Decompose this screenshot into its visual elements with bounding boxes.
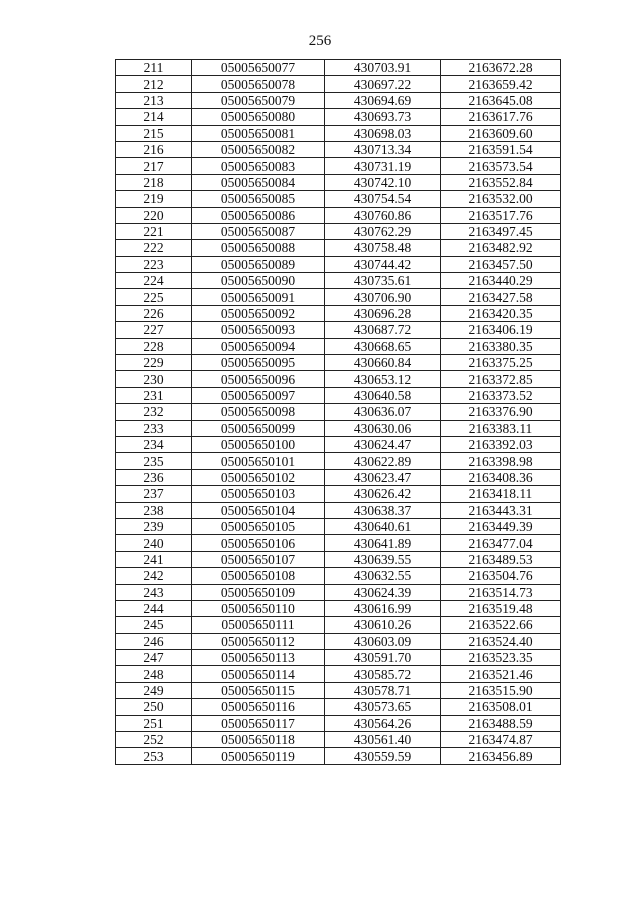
x-coordinate-cell: 430653.12 — [325, 371, 441, 387]
point-id-cell: 05005650096 — [192, 371, 325, 387]
y-coordinate-cell: 2163408.36 — [441, 469, 561, 485]
table-row — [116, 141, 561, 157]
point-id-cell: 05005650091 — [192, 289, 325, 305]
point-id-cell: 05005650115 — [192, 682, 325, 698]
point-id-cell: 05005650104 — [192, 502, 325, 518]
table-row — [116, 633, 561, 649]
x-coordinate-cell: 430693.73 — [325, 109, 441, 125]
table-row — [116, 436, 561, 452]
point-number-cell: 228 — [116, 338, 192, 354]
table-row — [116, 207, 561, 223]
point-id-cell: 05005650086 — [192, 207, 325, 223]
table-row — [116, 420, 561, 436]
y-coordinate-cell: 2163489.53 — [441, 551, 561, 567]
x-coordinate-cell: 430758.48 — [325, 240, 441, 256]
point-id-cell: 05005650119 — [192, 748, 325, 764]
table-row — [116, 60, 561, 76]
point-number-cell: 231 — [116, 387, 192, 403]
y-coordinate-cell: 2163482.92 — [441, 240, 561, 256]
table-row — [116, 289, 561, 305]
point-number-cell: 252 — [116, 732, 192, 748]
point-id-cell: 05005650110 — [192, 600, 325, 616]
table-row — [116, 158, 561, 174]
y-coordinate-cell: 2163514.73 — [441, 584, 561, 600]
point-number-cell: 224 — [116, 273, 192, 289]
point-id-cell: 05005650084 — [192, 174, 325, 190]
y-coordinate-cell: 2163504.76 — [441, 568, 561, 584]
x-coordinate-cell: 430632.55 — [325, 568, 441, 584]
point-id-cell: 05005650100 — [192, 436, 325, 452]
x-coordinate-cell: 430636.07 — [325, 404, 441, 420]
x-coordinate-cell: 430744.42 — [325, 256, 441, 272]
point-id-cell: 05005650102 — [192, 469, 325, 485]
point-id-cell: 05005650107 — [192, 551, 325, 567]
point-number-cell: 222 — [116, 240, 192, 256]
y-coordinate-cell: 2163508.01 — [441, 699, 561, 715]
table-row — [116, 240, 561, 256]
table-row — [116, 371, 561, 387]
point-number-cell: 240 — [116, 535, 192, 551]
table-row — [116, 76, 561, 92]
x-coordinate-cell: 430591.70 — [325, 650, 441, 666]
y-coordinate-cell: 2163372.85 — [441, 371, 561, 387]
point-id-cell: 05005650099 — [192, 420, 325, 436]
y-coordinate-cell: 2163420.35 — [441, 305, 561, 321]
y-coordinate-cell: 2163440.29 — [441, 273, 561, 289]
x-coordinate-cell: 430731.19 — [325, 158, 441, 174]
x-coordinate-cell: 430713.34 — [325, 141, 441, 157]
table-row — [116, 732, 561, 748]
point-id-cell: 05005650114 — [192, 666, 325, 682]
table-row — [116, 666, 561, 682]
x-coordinate-cell: 430697.22 — [325, 76, 441, 92]
table-row — [116, 273, 561, 289]
point-id-cell: 05005650109 — [192, 584, 325, 600]
x-coordinate-cell: 430706.90 — [325, 289, 441, 305]
point-id-cell: 05005650092 — [192, 305, 325, 321]
table-row — [116, 584, 561, 600]
coordinates-table — [115, 59, 561, 765]
point-id-cell: 05005650088 — [192, 240, 325, 256]
table-row — [116, 387, 561, 403]
x-coordinate-cell: 430640.58 — [325, 387, 441, 403]
point-id-cell: 05005650087 — [192, 223, 325, 239]
point-number-cell: 221 — [116, 223, 192, 239]
table-row — [116, 568, 561, 584]
x-coordinate-cell: 430573.65 — [325, 699, 441, 715]
x-coordinate-cell: 430564.26 — [325, 715, 441, 731]
y-coordinate-cell: 2163573.54 — [441, 158, 561, 174]
x-coordinate-cell: 430735.61 — [325, 273, 441, 289]
y-coordinate-cell: 2163532.00 — [441, 191, 561, 207]
point-number-cell: 233 — [116, 420, 192, 436]
point-number-cell: 227 — [116, 322, 192, 338]
point-id-cell: 05005650112 — [192, 633, 325, 649]
x-coordinate-cell: 430696.28 — [325, 305, 441, 321]
y-coordinate-cell: 2163376.90 — [441, 404, 561, 420]
point-id-cell: 05005650089 — [192, 256, 325, 272]
x-coordinate-cell: 430585.72 — [325, 666, 441, 682]
point-number-cell: 242 — [116, 568, 192, 584]
point-id-cell: 05005650085 — [192, 191, 325, 207]
point-id-cell: 05005650098 — [192, 404, 325, 420]
x-coordinate-cell: 430624.39 — [325, 584, 441, 600]
x-coordinate-cell: 430578.71 — [325, 682, 441, 698]
table-row — [116, 748, 561, 764]
x-coordinate-cell: 430703.91 — [325, 60, 441, 76]
y-coordinate-cell: 2163456.89 — [441, 748, 561, 764]
table-row — [116, 322, 561, 338]
point-number-cell: 237 — [116, 486, 192, 502]
y-coordinate-cell: 2163672.28 — [441, 60, 561, 76]
coordinates-table-body — [116, 60, 561, 765]
table-row — [116, 600, 561, 616]
point-number-cell: 218 — [116, 174, 192, 190]
point-number-cell: 234 — [116, 436, 192, 452]
point-id-cell: 05005650108 — [192, 568, 325, 584]
point-number-cell: 236 — [116, 469, 192, 485]
y-coordinate-cell: 2163517.76 — [441, 207, 561, 223]
point-number-cell: 215 — [116, 125, 192, 141]
point-id-cell: 05005650106 — [192, 535, 325, 551]
y-coordinate-cell: 2163617.76 — [441, 109, 561, 125]
x-coordinate-cell: 430742.10 — [325, 174, 441, 190]
y-coordinate-cell: 2163515.90 — [441, 682, 561, 698]
x-coordinate-cell: 430639.55 — [325, 551, 441, 567]
page-number: 256 — [308, 33, 332, 49]
table-row — [116, 355, 561, 371]
x-coordinate-cell: 430559.59 — [325, 748, 441, 764]
x-coordinate-cell: 430610.26 — [325, 617, 441, 633]
x-coordinate-cell: 430754.54 — [325, 191, 441, 207]
table-row — [116, 551, 561, 567]
y-coordinate-cell: 2163392.03 — [441, 436, 561, 452]
point-id-cell: 05005650080 — [192, 109, 325, 125]
y-coordinate-cell: 2163457.50 — [441, 256, 561, 272]
point-number-cell: 239 — [116, 518, 192, 534]
table-row — [116, 223, 561, 239]
point-number-cell: 214 — [116, 109, 192, 125]
y-coordinate-cell: 2163522.66 — [441, 617, 561, 633]
point-id-cell: 05005650093 — [192, 322, 325, 338]
point-number-cell: 220 — [116, 207, 192, 223]
table-row — [116, 617, 561, 633]
table-row — [116, 486, 561, 502]
point-id-cell: 05005650101 — [192, 453, 325, 469]
point-number-cell: 248 — [116, 666, 192, 682]
y-coordinate-cell: 2163406.19 — [441, 322, 561, 338]
table-row — [116, 535, 561, 551]
y-coordinate-cell: 2163477.04 — [441, 535, 561, 551]
point-id-cell: 05005650105 — [192, 518, 325, 534]
y-coordinate-cell: 2163659.42 — [441, 76, 561, 92]
point-number-cell: 217 — [116, 158, 192, 174]
point-number-cell: 219 — [116, 191, 192, 207]
table-row — [116, 650, 561, 666]
point-number-cell: 245 — [116, 617, 192, 633]
point-number-cell: 235 — [116, 453, 192, 469]
y-coordinate-cell: 2163383.11 — [441, 420, 561, 436]
point-number-cell: 225 — [116, 289, 192, 305]
x-coordinate-cell: 430698.03 — [325, 125, 441, 141]
table-row — [116, 174, 561, 190]
y-coordinate-cell: 2163443.31 — [441, 502, 561, 518]
y-coordinate-cell: 2163488.59 — [441, 715, 561, 731]
point-number-cell: 246 — [116, 633, 192, 649]
y-coordinate-cell: 2163375.25 — [441, 355, 561, 371]
y-coordinate-cell: 2163474.87 — [441, 732, 561, 748]
table-row — [116, 305, 561, 321]
point-id-cell: 05005650094 — [192, 338, 325, 354]
table-row — [116, 469, 561, 485]
table-row — [116, 715, 561, 731]
point-number-cell: 212 — [116, 76, 192, 92]
point-id-cell: 05005650083 — [192, 158, 325, 174]
x-coordinate-cell: 430624.47 — [325, 436, 441, 452]
x-coordinate-cell: 430762.29 — [325, 223, 441, 239]
y-coordinate-cell: 2163552.84 — [441, 174, 561, 190]
table-row — [116, 502, 561, 518]
x-coordinate-cell: 430622.89 — [325, 453, 441, 469]
point-number-cell: 211 — [116, 60, 192, 76]
point-id-cell: 05005650079 — [192, 92, 325, 108]
point-number-cell: 251 — [116, 715, 192, 731]
point-id-cell: 05005650077 — [192, 60, 325, 76]
table-row — [116, 518, 561, 534]
x-coordinate-cell: 430660.84 — [325, 355, 441, 371]
y-coordinate-cell: 2163609.60 — [441, 125, 561, 141]
y-coordinate-cell: 2163373.52 — [441, 387, 561, 403]
x-coordinate-cell: 430603.09 — [325, 633, 441, 649]
x-coordinate-cell: 430668.65 — [325, 338, 441, 354]
y-coordinate-cell: 2163523.35 — [441, 650, 561, 666]
y-coordinate-cell: 2163497.45 — [441, 223, 561, 239]
table-row — [116, 338, 561, 354]
point-number-cell: 229 — [116, 355, 192, 371]
table-row — [116, 682, 561, 698]
y-coordinate-cell: 2163519.48 — [441, 600, 561, 616]
point-number-cell: 232 — [116, 404, 192, 420]
table-row — [116, 92, 561, 108]
point-id-cell: 05005650113 — [192, 650, 325, 666]
x-coordinate-cell: 430641.89 — [325, 535, 441, 551]
point-number-cell: 226 — [116, 305, 192, 321]
y-coordinate-cell: 2163380.35 — [441, 338, 561, 354]
table-row — [116, 125, 561, 141]
y-coordinate-cell: 2163521.46 — [441, 666, 561, 682]
x-coordinate-cell: 430616.99 — [325, 600, 441, 616]
table-row — [116, 191, 561, 207]
point-id-cell: 05005650082 — [192, 141, 325, 157]
table-row — [116, 453, 561, 469]
point-number-cell: 249 — [116, 682, 192, 698]
point-id-cell: 05005650118 — [192, 732, 325, 748]
x-coordinate-cell: 430623.47 — [325, 469, 441, 485]
point-number-cell: 238 — [116, 502, 192, 518]
y-coordinate-cell: 2163591.54 — [441, 141, 561, 157]
table-row — [116, 404, 561, 420]
point-id-cell: 05005650097 — [192, 387, 325, 403]
y-coordinate-cell: 2163449.39 — [441, 518, 561, 534]
point-id-cell: 05005650103 — [192, 486, 325, 502]
point-id-cell: 05005650081 — [192, 125, 325, 141]
point-id-cell: 05005650116 — [192, 699, 325, 715]
point-id-cell: 05005650117 — [192, 715, 325, 731]
point-number-cell: 241 — [116, 551, 192, 567]
x-coordinate-cell: 430640.61 — [325, 518, 441, 534]
point-number-cell: 247 — [116, 650, 192, 666]
table-row — [116, 109, 561, 125]
x-coordinate-cell: 430694.69 — [325, 92, 441, 108]
point-number-cell: 250 — [116, 699, 192, 715]
x-coordinate-cell: 430638.37 — [325, 502, 441, 518]
table-row — [116, 699, 561, 715]
x-coordinate-cell: 430630.06 — [325, 420, 441, 436]
x-coordinate-cell: 430561.40 — [325, 732, 441, 748]
point-number-cell: 243 — [116, 584, 192, 600]
y-coordinate-cell: 2163398.98 — [441, 453, 561, 469]
point-number-cell: 253 — [116, 748, 192, 764]
y-coordinate-cell: 2163418.11 — [441, 486, 561, 502]
point-number-cell: 213 — [116, 92, 192, 108]
point-id-cell: 05005650090 — [192, 273, 325, 289]
point-id-cell: 05005650078 — [192, 76, 325, 92]
point-id-cell: 05005650095 — [192, 355, 325, 371]
y-coordinate-cell: 2163645.08 — [441, 92, 561, 108]
point-number-cell: 216 — [116, 141, 192, 157]
y-coordinate-cell: 2163427.58 — [441, 289, 561, 305]
x-coordinate-cell: 430760.86 — [325, 207, 441, 223]
y-coordinate-cell: 2163524.40 — [441, 633, 561, 649]
point-number-cell: 244 — [116, 600, 192, 616]
point-id-cell: 05005650111 — [192, 617, 325, 633]
table-row — [116, 256, 561, 272]
point-number-cell: 230 — [116, 371, 192, 387]
x-coordinate-cell: 430687.72 — [325, 322, 441, 338]
x-coordinate-cell: 430626.42 — [325, 486, 441, 502]
point-number-cell: 223 — [116, 256, 192, 272]
